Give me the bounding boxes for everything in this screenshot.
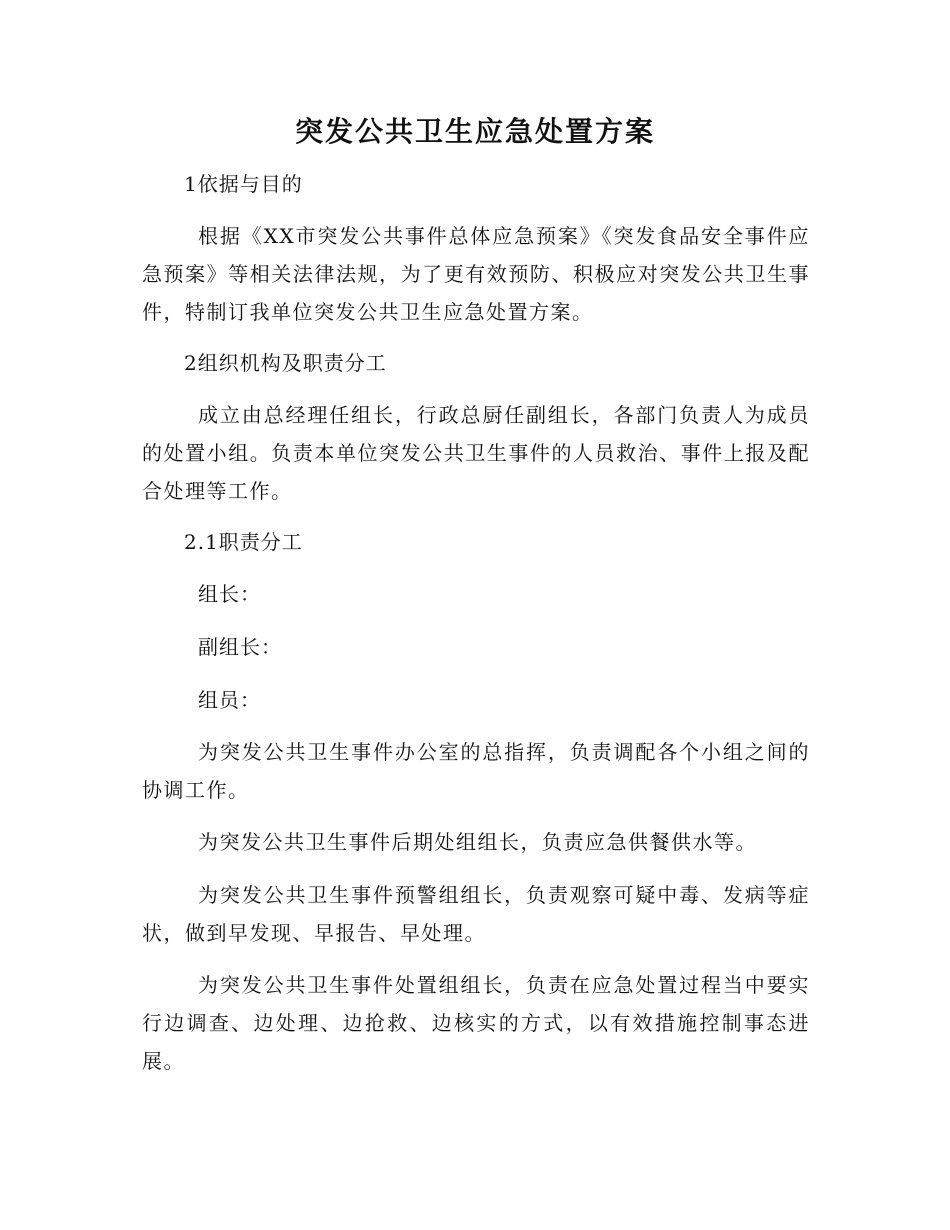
member-label: 组员： (198, 688, 261, 712)
section-2-1-heading: 2.1职责分工 (184, 530, 303, 554)
duty-paragraph-3: 为突发公共卫生事件预警组组长，负责观察可疑中毒、发病等症状，做到早发现、早报告、早处理。 (142, 883, 810, 945)
section-1-heading: 1依据与目的 (184, 172, 303, 196)
duty-paragraph-2: 为突发公共卫生事件后期处组组长，负责应急供餐供水等。 (198, 830, 757, 854)
leader-label: 组长： (198, 582, 261, 606)
duty-paragraph-1: 为突发公共卫生事件办公室的总指挥，负责调配各个小组之间的协调工作。 (142, 740, 810, 802)
document-title: 突发公共卫生应急处置方案 (294, 115, 655, 148)
duty-paragraph-4: 为突发公共卫生事件处置组组长，负责在应急处置过程当中要实行边调查、边处理、边抢救、边核实的方式，以有效措施控制事态进展。 (142, 973, 810, 1073)
deputy-leader-label: 副组长： (198, 635, 282, 659)
section-1-paragraph: 根据《XX市突发公共事件总体应急预案》《突发食品安全事件应急预案》等相关法律法规，为了更有效预防、积极应对突发公共卫生事件，特制订我单位突发公共卫生应急处置方案。 (142, 224, 810, 324)
section-2-heading: 2组织机构及职责分工 (184, 351, 387, 375)
section-2-paragraph: 成立由总经理任组长，行政总厨任副组长，各部门负责人为成员的处置小组。负责本单位突发公共卫生事件的人员救治、事件上报及配合处理等工作。 (142, 403, 810, 503)
